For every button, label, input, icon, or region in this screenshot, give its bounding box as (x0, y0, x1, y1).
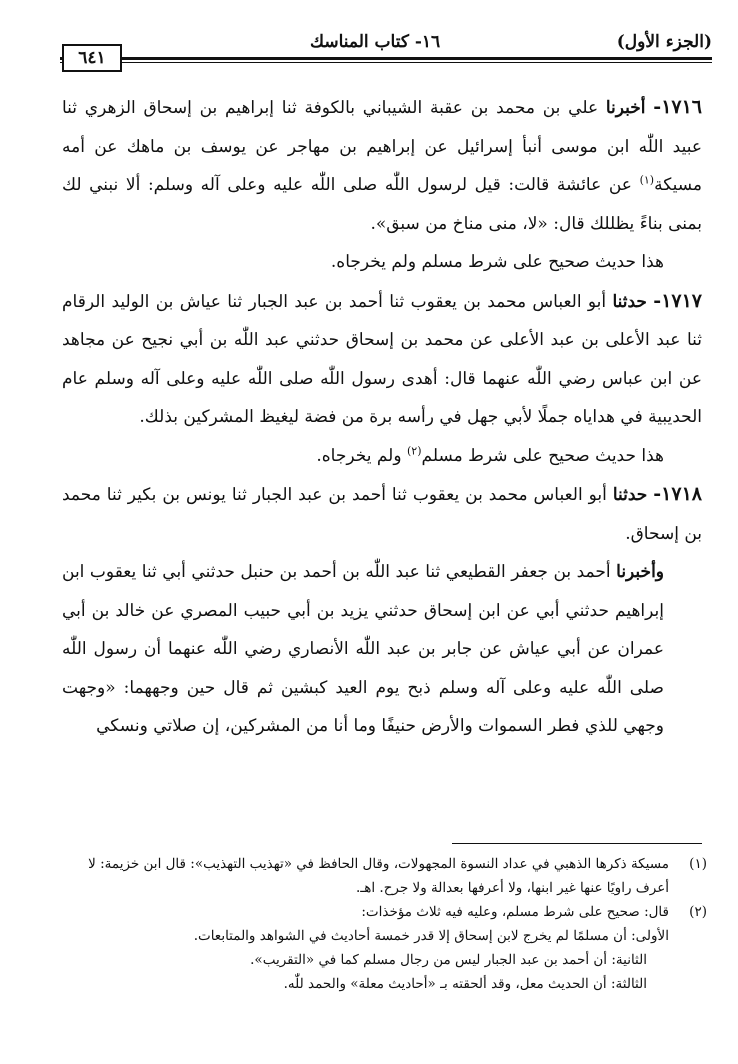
footnote-ref-1: (١) (639, 173, 655, 187)
grading-text: هذا حديث صحيح على شرط مسلم (421, 445, 664, 466)
chapter-title: ١٦- كتاب المناسك (310, 32, 441, 52)
footnote-text: قال: صحيح على شرط مسلم، وعليه فيه ثلاث مؤخذات: (361, 904, 669, 920)
hadith-number: ١٧١٧- (653, 289, 703, 312)
hadith-text: أبو العباس محمد بن يعقوب ثنا أحمد بن عبد الجبار ثنا يونس بن بكير ثنا محمد بن إسحاق. (62, 485, 702, 544)
grading-1716: هذا حديث صحيح على شرط مسلم ولم يخرجاه. (330, 252, 664, 272)
hadith-text: أحمد بن جعفر القطيعي ثنا عبد اللّٰه بن أحمد بن حنبل حدثني أبي ثنا يعقوب ابن إبراهيم حدثني أبي عن ابن إسحاق حدثني يزيد بن أبي حبيب المصري عن خالد بن أبي عمران عن أبي عياش عن جابر بن عبد اللّٰه الأنصاري رضي اللّٰه عنهما أن رسول اللّٰه صلى اللّٰه عليه وعلى آله وسلم ذبح يوم العيد كبشين ثم قال حين وجههما: «وجهت وجهي للذي فطر السموات والأرض حنيفًا وما أنا من المشركين، إن صلاتي ونسكي (62, 562, 664, 736)
footnote-number: (١) (689, 856, 707, 872)
hadith-lead-word: حدثنا (612, 485, 648, 505)
footnote-point-3: الثالثة: أن الحديث معل، وقد ألحقته بـ «أحاديث معلة» والحمد للّٰه. (283, 976, 647, 992)
hadith-lead-word: أخبرنا (605, 98, 646, 118)
hadith-text-continued: عن عائشة قالت: قيل لرسول اللّٰه صلى اللّٰه عليه وعلى آله وسلم: ألا نبني لك بمنى بناءً يظللك قال: «لا، منى مناخ من سبق». (62, 175, 702, 234)
volume-label: (الجزء الأول) (616, 32, 712, 52)
hadith-1718 (62, 475, 702, 553)
footnote-number: (٢) (689, 904, 707, 920)
hadith-lead-word: حدثنا (612, 291, 647, 312)
footnote-2 (62, 900, 707, 996)
hadith-number: ١٧١٦- (653, 96, 703, 118)
footnote-ref-2: (٢) (406, 443, 422, 457)
main-text (62, 88, 702, 746)
hadith-1718-second-chain (62, 553, 702, 746)
hadith-number: ١٧١٨- (653, 483, 702, 505)
hadith-1717 (62, 282, 702, 437)
footnote-1 (62, 852, 707, 900)
hadith-text: علي بن محمد بن عقبة الشيباني بالكوفة ثنا إبراهيم بن إسحاق الزهري ثنا عبيد اللّٰه ابن موسى أنبأ إسرائيل عن إبراهيم بن مهاجر عن يوسف بن ماهك عن أمه مسيكة (62, 98, 702, 195)
footnote-point-2: الثانية: أن أحمد بن عبد الجبار ليس من رجال مسلم كما في «التقريب». (250, 952, 647, 968)
header-rule-thin (60, 62, 712, 63)
grading-1717 (62, 437, 702, 476)
hadith-text: أبو العباس محمد بن يعقوب ثنا أحمد بن عبد الجبار ثنا عياش بن الوليد الرقام ثنا عبد الأعلى بن عبد الأعلى عن محمد بن إسحاق حدثني عبد اللّٰه بن أبي نجيح عن مجاهد عن ابن عباس رضي اللّٰه عنهما قال: أهدى رسول اللّٰه صلى اللّٰه عليه وعلى آله وسلم عام الحديبية في هداياه جملًا لأبي جهل في رأسه برة من فضة ليغيظ المشركين بذلك. (62, 291, 702, 427)
footnotes (62, 852, 707, 996)
hadith-1716 (62, 88, 702, 243)
header-rule-thick (60, 57, 712, 60)
footnote-point-1: الأولى: أن مسلمًا لم يخرج لابن إسحاق إلا قدر خمسة أحاديث في الشواهد والمتابعات. (193, 928, 669, 944)
grading-text-continued: ولم يخرجاه. (316, 445, 402, 466)
hadith-lead-word: وأخبرنا (616, 562, 665, 582)
footnote-separator (452, 843, 702, 844)
running-header (60, 30, 712, 64)
page-number: ٦٤١ (62, 44, 122, 72)
footnote-text: مسيكة ذكرها الذهبي في عداد النسوة المجهولات، وقال الحافظ في «تهذيب التهذيب»: قال ابن خزيمة: لا أعرف راويًا عنها غير ابنها، ولا أعرفها بعدالة ولا جرح. اهـ. (88, 856, 669, 896)
